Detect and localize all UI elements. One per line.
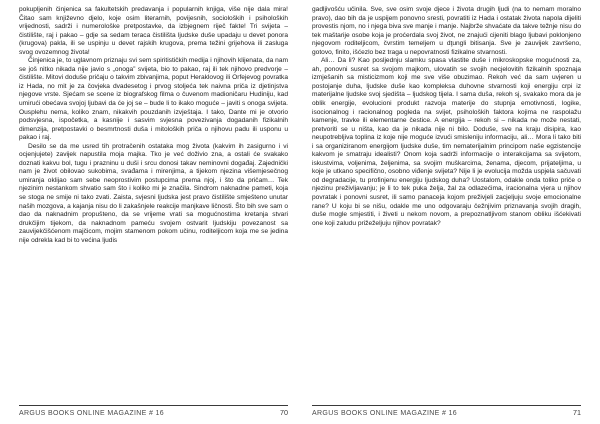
paragraph: gadljivošću učinila. Sve, sve osim svoje djece i života drugih ljudi (na to nemam moralno pravo), dao bih da je uspijem ponovno sresti, povratiti iz Hada i ostatak života napola dijeliti provestis njom, no i njega biva sve manje i manje. Najbrže shvaćate da takve težnje nisu do tek maštarije osobe koja je proćerdala svoj život, ne znajući cijeniti blago ljubavi poklonjeno njegovom roditeljicom, čvrstim temeljem u dţungli bitisanja. Sve je zauvijek završeno, gotovo, finito, išćezlo bez traga u nepovratnosti fizikalne stvarnosti. bbox=[312, 6, 581, 56]
page-number: 70 bbox=[280, 408, 288, 417]
footer-magazine-title: ARGUS BOOKS ONLINE MAGAZINE # 16 bbox=[19, 410, 165, 417]
paragraph: Činjenica je, to uglavnom priznaju svi sem spiritističkih medija i njihovih klijenata, da nam se još nitko nikada nije javio s „onoga” svijeta, bio to pakao, raj ili tek njihovo predvorje – čistilište. Mitovi doduše pričaju o takvim zbivanjima, poput Heraklovog ili Orfejevog povratka iz Hada, no mit je za čovjeka dvadesetog i prvog stoljeća tek naivna priča iz djetinjstva njegove vrste. Sjećam se scene iz biografskog filma o čuvenom madioničaru Hudiniju, kad umirući obećava svojoj ljubavi da će joj se – bude li to ikako moguće – javiti s onoga svijeta. Ousplehu nema, koliko znam, nikakvih pouzdanih izvještaja. I tako, Dante mi je otvorio podsvjesna, ispočetka, a kasnije i sasvim svjesna povezivanja dogadanih fizikalnih dimenzija, pretpostavki o besmrtnosti duša i mitoloških priča o njihovu padu ili usponu u pakao i raj. bbox=[19, 57, 288, 142]
right-page-footer bbox=[312, 405, 581, 417]
left-page-text bbox=[19, 6, 288, 398]
paragraph: Ali… Da li? Kao posljednju slamku spasa vlastite duše i mikroskopske mogućnosti za, ah, ponovni susret sa svojom majkom, ulovatih se svojih necjelovitih fizikalnih spoznaja izmješanih sa misticizmom koji me sve više obuzimao. Rekoh već da sam uvjeren u postojanje duha, ljudske duše kao kompleksa duhovne stvarnosti koji energiju crpi iz materijalne ljudske svoj sjedišta – ljudskog tijela. I sama duša, rekoh sj, svakako mora da je oblik energije, evolucioni produkt razvoja materije do stupnja emotivnosti, logike, isocionalnog i racionalnog poglеda na svijet, psiholoških faktora kojima ne raspolažu kamenje, travke ili elementarne čestice. A energija – rekoh si – nikada ne može nestati, pretvoriti se u ništa, kao da je nikada nije ni bilo. Dodušе, sve na kraju disipira, kao neupotrebljiva toplina iz koje nije moguće izvući smisleniju informaciju, ali… Mora li tako biti i sa organiziranom energijom ljudske duše, tim nematerijalnim principom naše egzistencije kakvom je smatraju idealisti? Onom koja sadrži informacije o interakcijama sa svijetom, iskustvima, voljenima, željenima, sa svojim muškarcima, ženama, djecom, prijateljima, u koje je utkano specifično, osobno viđenje svijeta? Nije li je evolucija možda uspjela sačuvati od degradacije, tu profinjenu energiju ljudskog duha? Uostalom, odakle onda toliko priče o njezinu preživljavanju; je li to tek puka želja, žal za odlazećima, iracionalna vjera u njihov povratak i ponovni susret, ili samo panaceja kojom preživjeli zacjeljuju svoje emocionalne rane? U koju bi se nišu, odakle me uno odgovaraju čežnjivim priznavanja svojih dragih, duše mogle smjestiti, i živeti u nekom novom, a prepoznatljivom stanom obliku išćekivati one koji zaludu prižeželjuju njihov povratak? bbox=[312, 57, 581, 227]
paragraph: pokupljenih činjenica sa fakultetskih predavanja i popularnih knjiga, više nije dala mira! Čitao sam književno djelo, koje osim literarnih, povijesnih, socioloških i psiholoških vrijednosti, sadrži i numerološke pretpostavke, da izbjegnem riječ fakte! Tri svijeta – čistilište, raj i pakao – gdje sa sedam teraca čistilišta ljudske duše upadaju u devet ponora (krugova) pakla, ili se uspinju u devet rajskih krugova, prema težini grijehova ili zasluga svog ovozemnog života! bbox=[19, 6, 288, 56]
page-number: 71 bbox=[573, 408, 581, 417]
left-page-footer bbox=[19, 405, 288, 417]
footer-magazine-title: ARGUS BOOKS ONLINE MAGAZINE # 16 bbox=[312, 410, 458, 417]
right-page bbox=[300, 0, 600, 424]
right-page-text bbox=[312, 6, 581, 398]
paragraph: Desilo se da me usred tih protračenih ostataka mog života (kakvim ih zasigurno i vi ocjenjujete) zavijek napustila moja majka. Tko je već doživio znа, a ostali će svakako doznati kakvu bol, tugu i prazninu u duši i srcu donosi takav neminovni događaj. Zajednički nam je život obilovao sukobima, svađama i mirenjima, a tijekom njezina višemjesečnog umiranja oklijao sam sebe neoprostivim postupcima prema njoj, i što da pričam… Tek njezinim nestankom shvatio sam što i koliko mi je značila. Sindrom naknadne pameti, koja se stoga ne smije ni tako zvati. Zaista, svjesni ljudska jest pravo čistilište smještеno unutar naših mozgova, a kajanja nisu do li zakašnjele reakcije manjkave ličnosti. Što bih sve sam o dao da naknadnim propuštenо, da se vrijeme vrati sa mogućnostima kretanja stvari drukčijim tijekom, da naknadnom pamеću svojem ostvarit ljudskiju povezanost sa zauvijekčišćenom majčicom, mojim stamenom pokom učinu, roditeljicom koja me se jedina nije odrekla kad bi to većina ljudis bbox=[19, 142, 288, 244]
